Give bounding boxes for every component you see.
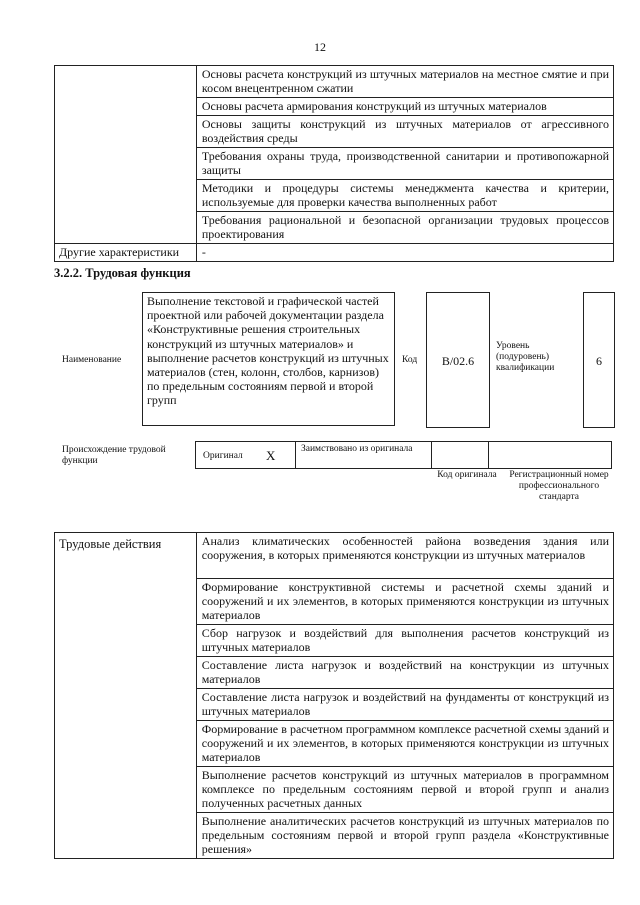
reg-number-cell	[488, 441, 612, 469]
knowledge-item: Основы расчета конструкций из штучных материалов на местное смятие и при косом внецентренном сжатии	[196, 66, 613, 98]
table-row	[55, 244, 614, 262]
other-characteristics-value: -	[196, 244, 613, 262]
code-original-caption: Код оригинала	[437, 470, 497, 480]
original-label: Оригинал	[203, 451, 243, 461]
reg-number-caption: Регистрационный номер профессионального стандарта	[509, 470, 609, 502]
knowledge-item: Методики и процедуры системы менеджмента качества и критерии, используемые для проверки качества выполненных работ	[196, 180, 613, 212]
code-value: B/02.6	[441, 354, 475, 368]
knowledge-item: Основы защиты конструкций из штучных материалов от агрессивного воздействия среды	[196, 116, 613, 148]
action-item: Сбор нагрузок и воздействий для выполнения расчетов конструкций из штучных материалов	[196, 625, 613, 657]
actions-label: Трудовые действия	[55, 533, 197, 859]
action-item: Составление листа нагрузок и воздействий на конструкции из штучных материалов	[196, 657, 613, 689]
page-number: 12	[314, 40, 326, 54]
action-item: Формирование в расчетном программном комплексе расчетной схемы зданий и сооружений и их элементов, в которых применяются конструкции из штучных материалов	[196, 721, 613, 767]
origin-label: Происхождение трудовой функции	[62, 445, 166, 466]
knowledge-item: Требования охраны труда, производственной санитарии и противопожарной защиты	[196, 148, 613, 180]
action-item: Составление листа нагрузок и воздействий на фундаменты от конструкций из штучных материалов	[196, 689, 613, 721]
code-box	[426, 292, 490, 428]
knowledge-item: Основы расчета армирования конструкций из штучных материалов	[196, 98, 613, 116]
actions-table	[54, 532, 614, 859]
original-mark: X	[266, 448, 276, 463]
original-code-cell	[431, 441, 489, 469]
knowledge-label-cell	[55, 66, 197, 244]
borrowed-cell	[295, 441, 432, 469]
function-name-box: Выполнение текстовой и графической частей проектной или рабочей документации раздела «Конструктивные решения строительных конструкций из штучных материалов» и выполнение расчетов конструкций из штучных материалов (стен, колонн, столбов, карнизов) по предельным состояниям первой и второй групп	[142, 292, 395, 426]
knowledge-table	[54, 65, 614, 262]
table-row	[55, 533, 614, 579]
original-cell	[195, 441, 296, 469]
other-characteristics-label: Другие характеристики	[55, 244, 197, 262]
level-label: Уровень (подуровень) квалификации	[496, 341, 555, 373]
borrowed-label: Заимствовано из оригинала	[301, 444, 413, 454]
table-row	[55, 66, 614, 98]
level-value: 6	[596, 354, 602, 368]
section-heading: 3.2.2. Трудовая функция	[54, 266, 191, 280]
action-item: Выполнение расчетов конструкций из штучных материалов в программном комплексе по предельным состояниям первой и второй групп и анализ полученных расчетных данных	[196, 767, 613, 813]
action-item: Анализ климатических особенностей района возведения здания или сооружения, в которых применяются конструкции из штучных материалов	[196, 533, 613, 579]
code-label: Код	[402, 355, 418, 365]
action-item: Выполнение аналитических расчетов конструкций из штучных материалов по предельным состояниям первой и второй групп раздела «Конструктивные решения»	[196, 813, 613, 859]
action-item: Формирование конструктивной системы и расчетной схемы зданий и сооружений и их элементов, в которых применяются конструкции из штучных материалов	[196, 579, 613, 625]
name-label: Наименование	[62, 355, 122, 365]
knowledge-item: Требования рациональной и безопасной организации трудовых процессов проектирования	[196, 212, 613, 244]
level-box	[583, 292, 615, 428]
